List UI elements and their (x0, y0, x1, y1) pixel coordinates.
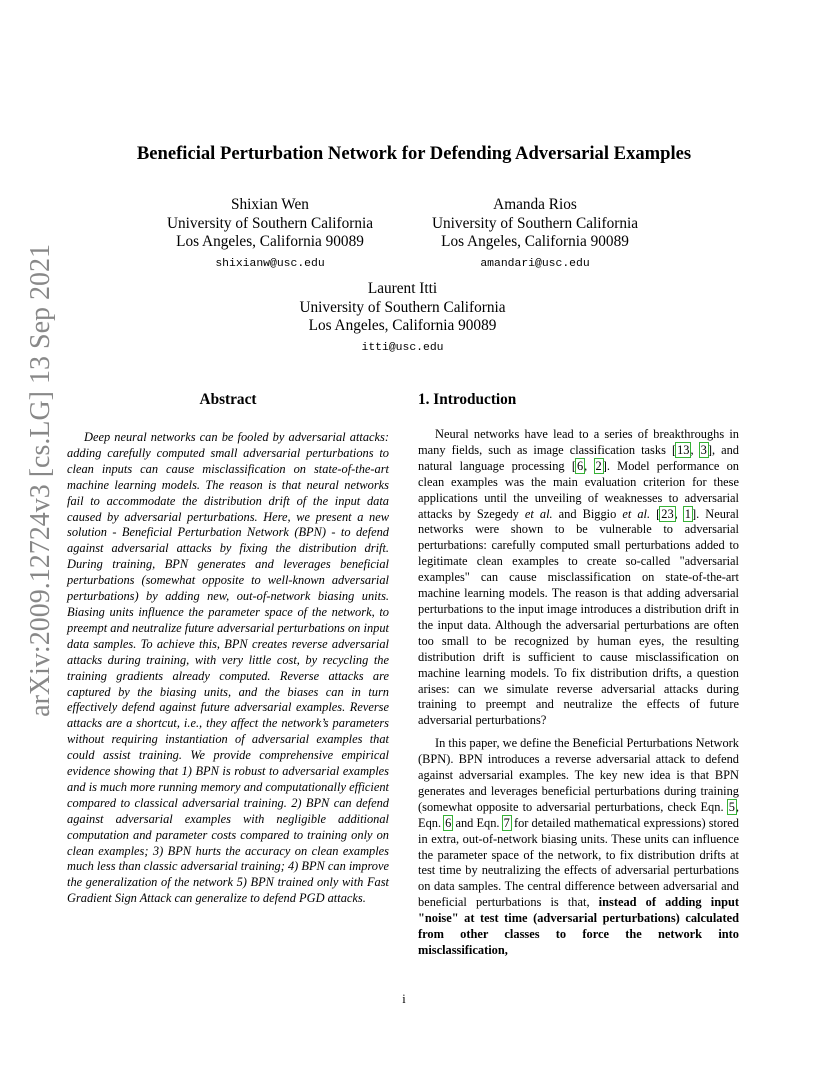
author-address: Los Angeles, California 90089 (441, 233, 629, 250)
page-number: i (402, 992, 406, 1006)
author-block-3 (280, 280, 525, 360)
citation-link[interactable]: 2 (595, 458, 602, 473)
author-block-2 (415, 196, 655, 276)
text-run: ]. Neural networks were shown to be vulnerable to adversarial perturbations: carefully computed small perturbations added to legitimate clean examples to create so-called "adversarial examples" can cause misclassification on state-of-the-art machine learning models. The reason is that adding adversarial perturbations to the input image introduces a distribution drift in the input data. Although the adversarial perturbations are often too small to be recognized by human eyes, the resulting distribution drift is sufficient to cause misclassification on machine learning models. To fix distribution drifts, a question arises: can we simulate reverse adversarial attacks during training to preempt and neutralize the effects of future adversarial perturbations? (418, 506, 739, 728)
author-affiliation: University of Southern California (166, 214, 374, 232)
author-name: Amanda Rios (493, 196, 577, 213)
et-al-italic: et al. (524, 506, 553, 521)
author-name: Laurent Itti (367, 280, 438, 297)
text-run: , (584, 458, 595, 473)
text-run: , Eqn. (418, 799, 739, 830)
text-run: , (674, 506, 684, 521)
author-email: shixianw@usc.edu (215, 257, 325, 270)
text-run: , (690, 442, 700, 457)
text-run: ], and natural language processing [ (418, 442, 739, 473)
abstract-text: Deep neural networks can be fooled by adversarial attacks: adding carefully computed small adversarial perturbations to clean inputs can cause misclassification on state-of-the-art machine learning models. The reason is that neural networks fail to accommodate the distribution drift of the input data caused by adversarial perturbations. Here, we present a new solution - Beneficial Perturbation Network (BPN) - to defend against adversarial attacks by fixing the distribution drift. During training, BPN generates and leverages beneficial perturbations (somewhat opposite to well-known adversarial perturbations) by adding new, out-of-network biasing units. Biasing units influence the parameter space of the network, to preempt and neutralize future adversarial perturbations on input data samples. To achieve this, BPN creates reverse adversarial attacks during training, with very little cost, by recycling the training gradients already computed. Reverse attacks are captured by the biasing units, and the biases can in turn effectively defend against future adversarial examples. Reverse attacks are a shortcut, i.e., they affect the network’s parameters without requiring instantiation of adversarial examples that could assist training. We provide comprehensive empirical evidence showing that 1) BPN is robust to adversarial examples and is much more running memory and computationally efficient compared to classical adversarial training. 2) BPN can defend against adversarial examples with negligible additional computation and parameter costs compared to training only on clean examples; 3) BPN hurts the accuracy on clean examples much less than classic adversarial training; 4) BPN can improve the generalization of the network 5) BPN trained only with Fast Gradient Sign Attack can generalize to defend PGD attacks. (67, 430, 389, 906)
author-affiliation: University of Southern California (299, 298, 506, 316)
citation-link[interactable]: 1 (684, 506, 691, 521)
author-address: Los Angeles, California 90089 (308, 317, 497, 334)
text-run: [ (650, 506, 661, 521)
arxiv-watermark (22, 243, 60, 717)
text-run: for detailed mathematical expressions) stored in extra, out-of-network biasing units. These units can influence the parameter space of the network, to fix distribution drifts at test time by neutralizing the effects of adversarial perturbations on data samples. The central difference between adversarial and beneficial perturbations is that, (418, 815, 739, 910)
author-affiliation: University of Southern California (431, 214, 639, 232)
left-column (67, 390, 389, 907)
equation-link[interactable]: 6 (445, 815, 452, 830)
arxiv-id: arXiv:2009.12724v3 [cs.LG] 13 Sep 2021 (25, 243, 56, 717)
text-run: In this paper, we define the Beneficial Perturbations Network (BPN). BPN introduces a reverse adversarial attack to defend against adversarial examples. The key new idea is that BPN generates and leverages beneficial perturbations during training (somewhat opposite to adversarial perturbations, check Eqn. (418, 736, 740, 814)
right-column (418, 390, 739, 959)
citation-link[interactable]: 3 (700, 442, 707, 457)
author-email: amandari@usc.edu (480, 257, 590, 270)
author-address: Los Angeles, California 90089 (176, 233, 364, 250)
intro-paragraph-2 (418, 736, 739, 959)
citation-link[interactable]: 6 (576, 458, 584, 473)
introduction-heading: 1. Introduction (418, 391, 517, 408)
text-run: and Biggio (552, 506, 623, 521)
intro-paragraph-1 (418, 427, 739, 729)
text-run: Neural networks have lead to a series of breakthroughs in many fields, such as image classification tasks [ (418, 427, 739, 457)
bold-text-run: instead of adding input "noise" at test time (adversarial perturbations) calculated from other classes to force the network into misclassification, (418, 895, 739, 957)
abstract-heading: Abstract (199, 391, 257, 408)
equation-link[interactable]: 7 (503, 815, 510, 830)
paper-title: Beneficial Perturbation Network for Defending Adversarial Examples (136, 143, 692, 164)
equation-link[interactable]: 5 (728, 799, 735, 814)
citation-link[interactable]: 23 (661, 506, 674, 521)
author-email: itti@usc.edu (361, 341, 444, 354)
author-name: Shixian Wen (231, 196, 309, 213)
citation-link[interactable]: 13 (677, 442, 690, 457)
text-run: ]. Model performance on clean examples was the main evaluation criterion for these applications until the unveiling of weaknesses to adversarial attacks by Szegedy (418, 458, 739, 521)
et-al-italic: et al. (622, 506, 651, 521)
author-block-1 (150, 196, 390, 276)
text-run: and Eqn. (452, 815, 503, 830)
